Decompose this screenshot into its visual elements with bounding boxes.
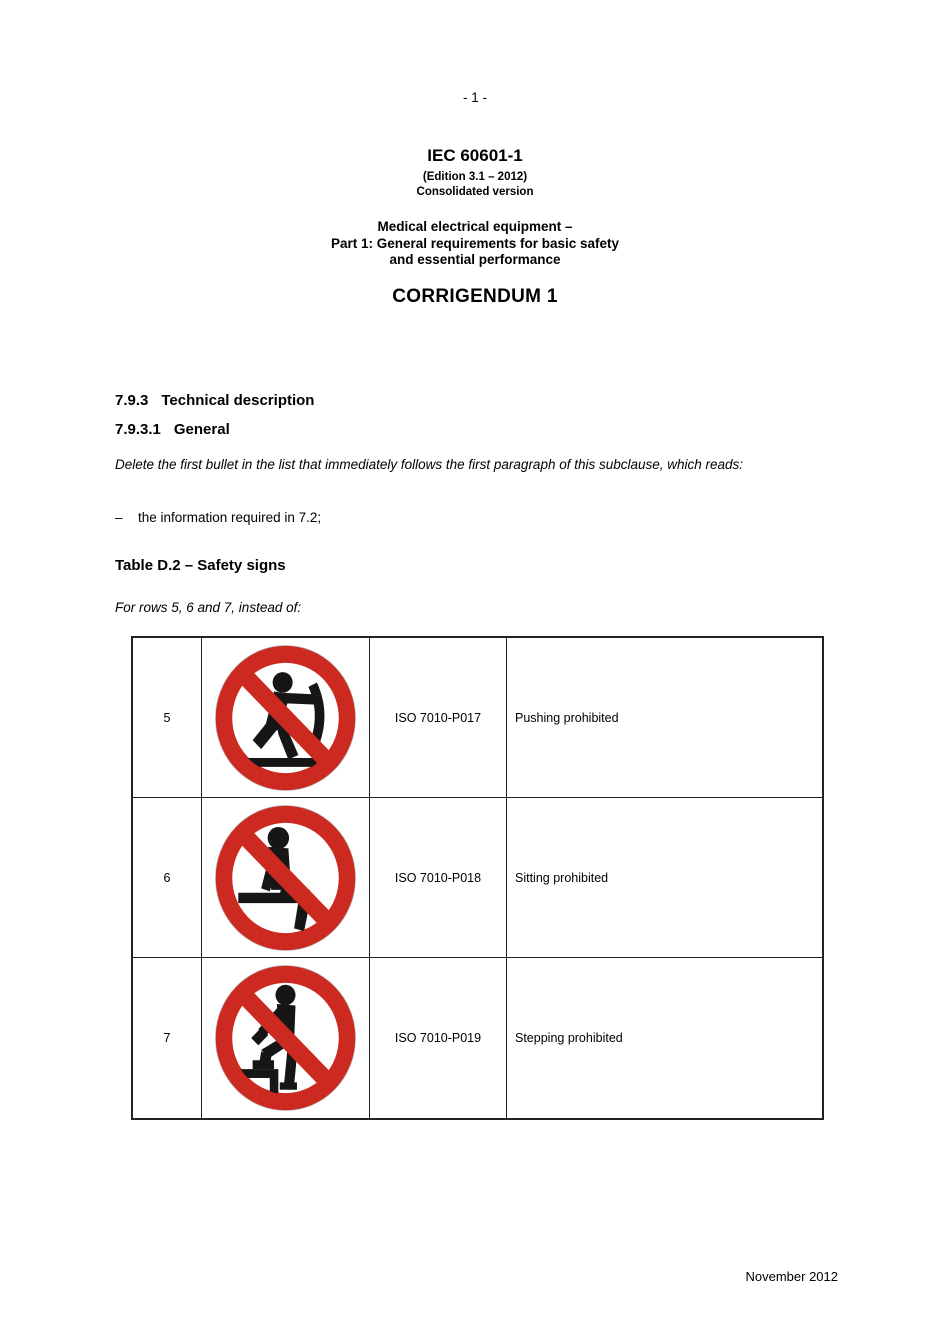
corrigendum-heading: CORRIGENDUM 1	[392, 286, 558, 307]
table-sign-cell	[202, 798, 370, 958]
table-row-number: 7	[133, 958, 202, 1118]
subclause-number: 7.9.3.1	[115, 421, 161, 438]
footer-date: November 2012	[745, 1269, 838, 1284]
subclause-number: 7.9.3	[115, 392, 149, 409]
stepping-prohibited-sign	[214, 964, 357, 1112]
table-row-number: 6	[133, 798, 202, 958]
page-number: - 1 -	[462, 90, 487, 105]
standard-version: Consolidated version	[416, 186, 534, 198]
sitting-prohibited-sign	[214, 804, 357, 952]
standard-edition: (Edition 3.1 – 2012)	[422, 171, 528, 183]
subclause-title: General	[173, 421, 230, 438]
document-title-line3: and essential performance	[389, 252, 561, 267]
table-row-number: 5	[133, 638, 202, 798]
deleted-bullet-item	[115, 510, 321, 525]
iso-reference: ISO 7010-P018	[370, 798, 507, 958]
table-edit-instruction: For rows 5, 6 and 7, instead of:	[115, 600, 302, 615]
table-sign-cell	[202, 638, 370, 798]
sign-description: Stepping prohibited	[515, 1031, 623, 1045]
standard-number: IEC 60601-1	[427, 146, 523, 165]
bullet-text: the information required in 7.2;	[138, 510, 322, 525]
sign-description: Sitting prohibited	[507, 798, 822, 958]
edit-instruction-text: Delete the first bullet in the list that immediately follows the first paragraph of this subclause, which reads:	[115, 457, 744, 472]
sign-description: Pushing prohibited	[507, 638, 822, 798]
table-d2-heading: Table D.2 – Safety signs	[115, 557, 286, 574]
document-title	[0, 219, 950, 269]
document-title-line2: Part 1: General requirements for basic safety	[330, 235, 620, 251]
iso-reference: ISO 7010-P019	[370, 958, 507, 1118]
subclause-heading-793	[115, 392, 314, 409]
table-sign-cell	[202, 958, 370, 1118]
pushing-prohibited-sign	[214, 644, 357, 792]
document-title-line1: Medical electrical equipment –	[377, 219, 573, 234]
bullet-dash: –	[115, 510, 123, 525]
safety-signs-table	[131, 636, 824, 1120]
iso-reference: ISO 7010-P017	[370, 638, 507, 798]
subclause-title: Technical description	[161, 392, 315, 409]
subclause-heading-7931	[115, 421, 230, 438]
